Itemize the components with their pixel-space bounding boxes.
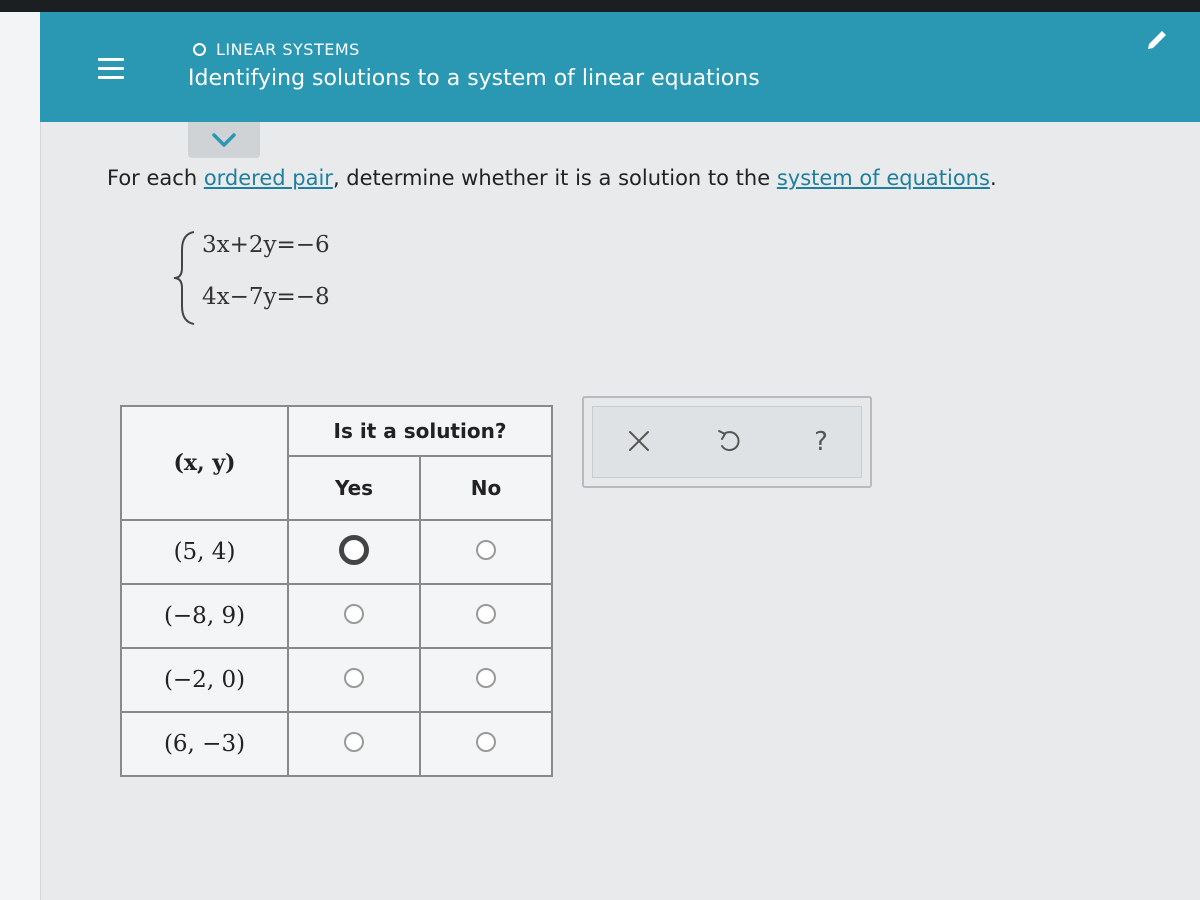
system-of-equations-link[interactable]: system of equations (776, 166, 990, 190)
screen-top-bezel (0, 0, 1200, 12)
table-row (121, 648, 552, 712)
undo-icon[interactable] (714, 426, 744, 456)
equation-system (172, 228, 432, 328)
collapse-toggle-button[interactable] (188, 122, 260, 158)
table-row (121, 584, 552, 648)
no-column-header: No (420, 456, 552, 520)
help-label: ? (814, 427, 828, 456)
yes-cell (288, 584, 420, 648)
ordered-pair: (6, −3) (121, 712, 288, 776)
page-title: Identifying solutions to a system of linear equations (188, 66, 760, 91)
solution-column-header: Is it a solution? (288, 406, 552, 456)
ordered-pair: (5, 4) (121, 520, 288, 584)
yes-column-header: Yes (288, 456, 420, 520)
table-row (121, 520, 552, 584)
chevron-down-icon (211, 132, 237, 148)
no-radio-button[interactable] (476, 540, 496, 560)
pair-column-header: (x, y) (121, 406, 288, 520)
ordered-pair: (−2, 0) (121, 648, 288, 712)
no-cell (420, 520, 552, 584)
hamburger-menu-icon[interactable] (98, 58, 124, 84)
topic-status-icon (193, 43, 206, 56)
yes-cell (288, 520, 420, 584)
ordered-pair-link[interactable]: ordered pair (203, 166, 333, 190)
left-brace-icon (172, 228, 198, 328)
question-instructions (107, 166, 997, 190)
ordered-pair: (−8, 9) (121, 584, 288, 648)
topic-label: LINEAR SYSTEMS (216, 40, 360, 59)
yes-radio-button[interactable] (339, 535, 369, 565)
no-cell (420, 648, 552, 712)
left-rail (0, 12, 41, 900)
topic-indicator (193, 40, 360, 59)
no-radio-button[interactable] (476, 732, 496, 752)
pencil-icon[interactable] (1145, 28, 1169, 52)
answer-action-panel (582, 396, 872, 488)
solution-table (120, 405, 553, 777)
instructions-text-suffix: . (989, 166, 997, 190)
no-cell (420, 712, 552, 776)
equation-1: 3x+2y=−6 (202, 232, 330, 258)
help-icon[interactable] (806, 426, 836, 456)
no-radio-button[interactable] (476, 604, 496, 624)
yes-radio-button[interactable] (344, 604, 364, 624)
yes-cell (288, 712, 420, 776)
instructions-text-prefix: For each (107, 166, 204, 190)
yes-cell (288, 648, 420, 712)
instructions-text-middle: , determine whether it is a solution to the (332, 166, 777, 190)
no-radio-button[interactable] (476, 668, 496, 688)
table-row (121, 712, 552, 776)
yes-radio-button[interactable] (344, 732, 364, 752)
yes-radio-button[interactable] (344, 668, 364, 688)
close-icon[interactable] (624, 426, 654, 456)
equation-2: 4x−7y=−8 (202, 284, 330, 310)
no-cell (420, 584, 552, 648)
